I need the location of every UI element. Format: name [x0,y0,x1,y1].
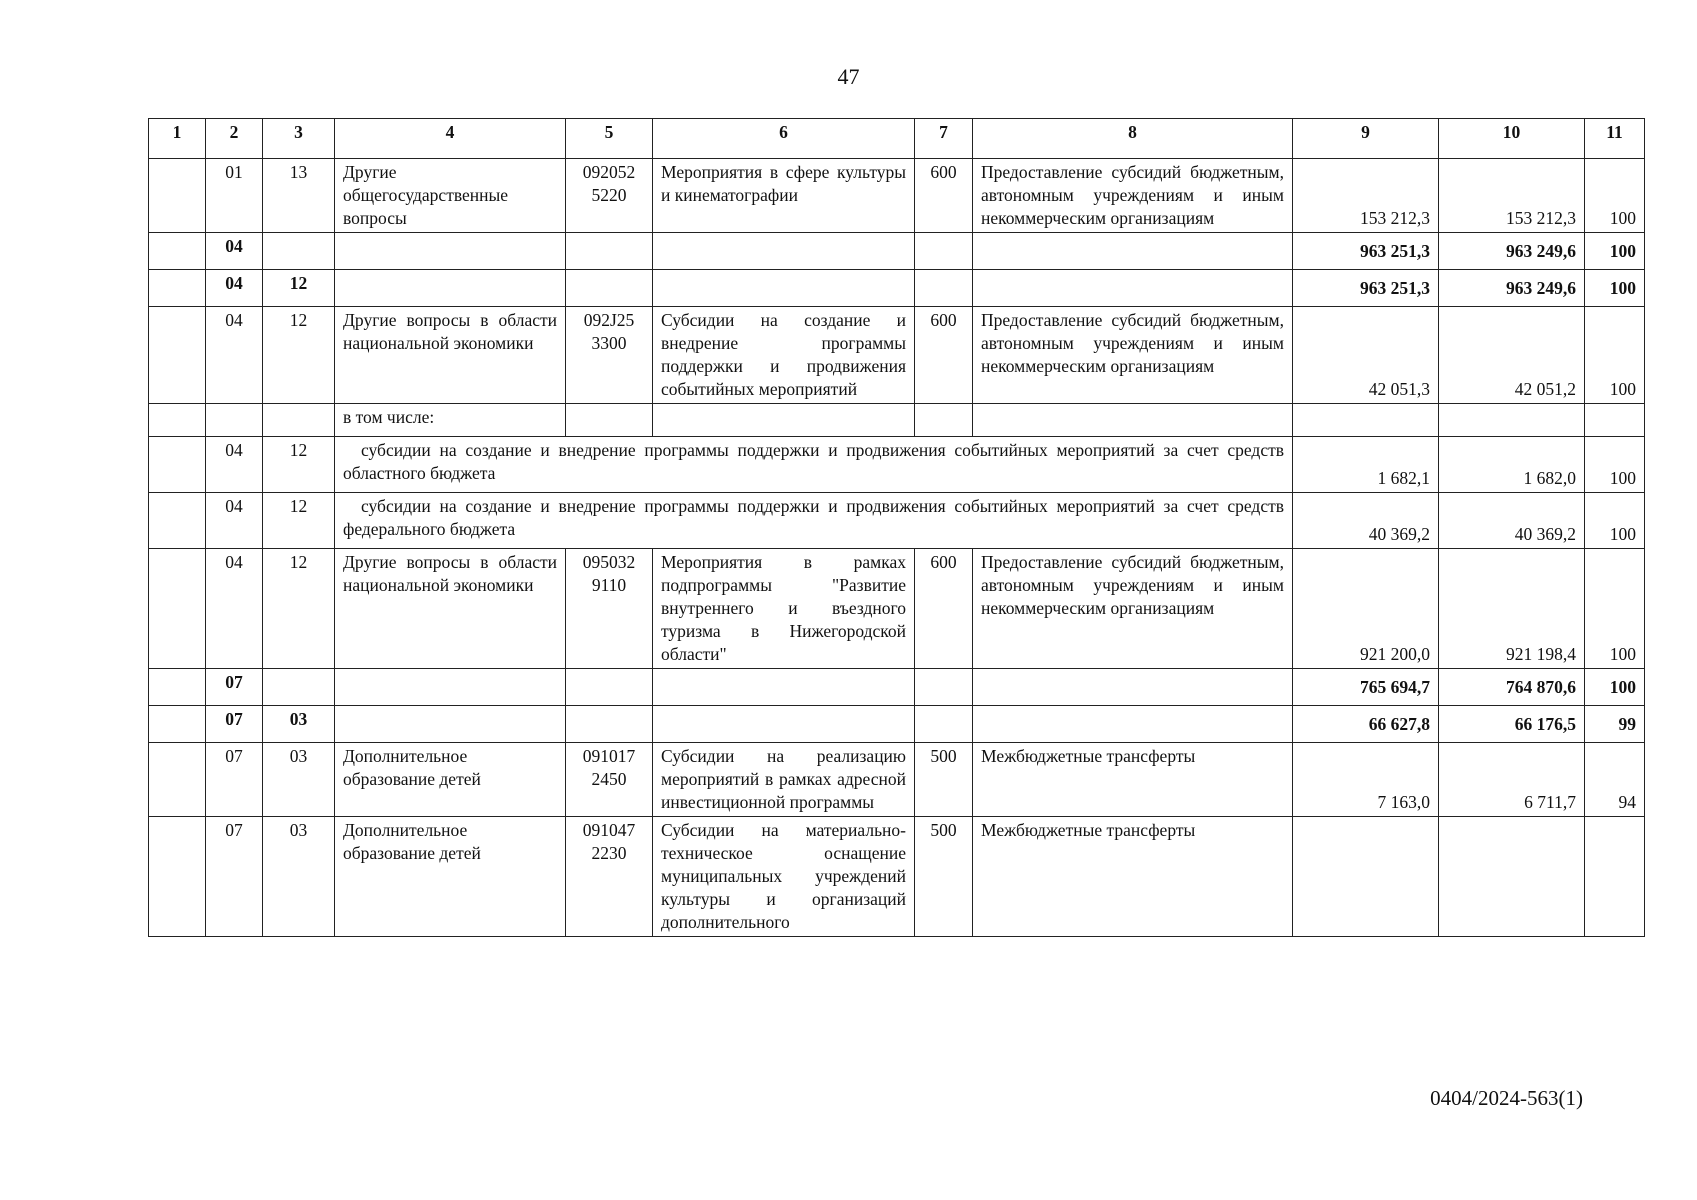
cell-section-name: Другие вопросы в области национальной экономики [335,307,566,404]
cell-percent: 100 [1585,437,1645,493]
cell-col5 [566,669,653,706]
cell-planned-amount: 66 627,8 [1293,706,1439,743]
cell-section-name: Другие общегосударственные вопросы [335,159,566,233]
cell-planned-amount: 153 212,3 [1293,159,1439,233]
cell-subsection-code: 13 [263,159,335,233]
table-row [149,437,1645,493]
cell-col6 [653,233,915,270]
cell-section-code: 01 [206,159,263,233]
table-row [149,817,1645,937]
cell-col1 [149,669,206,706]
cell-percent: 100 [1585,669,1645,706]
cell-col7 [915,233,973,270]
cell-expense-type: 500 [915,817,973,937]
cell-col1 [149,159,206,233]
cell-planned-amount: 963 251,3 [1293,233,1439,270]
cell-col5 [566,270,653,307]
cell-subsection-code: 12 [263,307,335,404]
cell-planned-amount: 1 682,1 [1293,437,1439,493]
cell-section-code: 04 [206,549,263,669]
cell-subsection-code [263,669,335,706]
cell-col5 [566,706,653,743]
cell-expense-description: Предоставление субсидий бюджетным, автономным учреждениям и иным некоммерческим организациям [973,159,1293,233]
cell-planned-amount: 7 163,0 [1293,743,1439,817]
cell-planned-amount: 921 200,0 [1293,549,1439,669]
cell-subsection-code: 03 [263,743,335,817]
cell-col1 [149,817,206,937]
cell-subsection-code: 12 [263,493,335,549]
table-row [149,233,1645,270]
cell-actual-amount: 963 249,6 [1439,270,1585,307]
cell-target-article: 092J25 3300 [566,307,653,404]
cell-section-code: 07 [206,817,263,937]
cell-actual-amount: 66 176,5 [1439,706,1585,743]
cell-note-including: в том числе: [335,404,566,437]
cell-col4 [335,706,566,743]
table-header-row [149,119,1645,159]
cell-percent: 100 [1585,549,1645,669]
cell-section-name: Дополнительное образование детей [335,817,566,937]
cell-program-description: Мероприятия в сфере культуры и кинематографии [653,159,915,233]
cell-actual-amount: 6 711,7 [1439,743,1585,817]
cell-planned-amount: 42 051,3 [1293,307,1439,404]
cell-expense-type: 600 [915,549,973,669]
budget-table [148,118,1645,937]
cell-target-article: 091017 2450 [566,743,653,817]
column-header-2: 2 [206,119,263,159]
column-header-6: 6 [653,119,915,159]
cell-col1 [149,549,206,669]
cell-subsection-code: 12 [263,437,335,493]
table-row [149,159,1645,233]
column-header-4: 4 [335,119,566,159]
cell-subsection-code: 12 [263,270,335,307]
cell-actual-amount [1439,817,1585,937]
cell-subsection-code: 12 [263,549,335,669]
table-row [149,307,1645,404]
column-header-10: 10 [1439,119,1585,159]
cell-program-description: Субсидии на материально-техническое оснащение муниципальных учреждений культуры и организаций дополнительного [653,817,915,937]
cell-planned-amount: 40 369,2 [1293,493,1439,549]
column-header-3: 3 [263,119,335,159]
cell-program-description: Мероприятия в рамках подпрограммы "Развитие внутреннего и въездного туризма в Нижегородской области" [653,549,915,669]
cell-col1 [149,706,206,743]
cell-percent [1585,817,1645,937]
column-header-8: 8 [973,119,1293,159]
cell-col6 [653,706,915,743]
cell-target-article: 092052 5220 [566,159,653,233]
cell-actual-amount: 921 198,4 [1439,549,1585,669]
cell-actual-amount: 40 369,2 [1439,493,1585,549]
column-header-5: 5 [566,119,653,159]
cell-percent: 100 [1585,233,1645,270]
cell-expense-description: Предоставление субсидий бюджетным, автономным учреждениям и иным некоммерческим организациям [973,307,1293,404]
cell-actual-amount: 963 249,6 [1439,233,1585,270]
table-row [149,669,1645,706]
cell-col1 [149,404,206,437]
cell-col6 [653,669,915,706]
cell-col4 [335,270,566,307]
cell-percent: 100 [1585,493,1645,549]
cell-actual-amount: 42 051,2 [1439,307,1585,404]
cell-expense-type: 600 [915,159,973,233]
cell-planned-amount [1293,817,1439,937]
cell-actual-amount: 764 870,6 [1439,669,1585,706]
cell-col3 [263,404,335,437]
table-row [149,404,1645,437]
cell-col7 [915,270,973,307]
cell-col6 [653,404,915,437]
cell-expense-type: 600 [915,307,973,404]
cell-percent: 99 [1585,706,1645,743]
cell-expense-description: Межбюджетные трансферты [973,743,1293,817]
cell-actual-amount: 1 682,0 [1439,437,1585,493]
cell-section-code: 04 [206,307,263,404]
table-row [149,493,1645,549]
cell-col11 [1585,404,1645,437]
page-number: 47 [837,64,860,89]
cell-section-code: 04 [206,233,263,270]
cell-planned-amount: 765 694,7 [1293,669,1439,706]
cell-col9 [1293,404,1439,437]
cell-expense-description: Межбюджетные трансферты [973,817,1293,937]
cell-col10 [1439,404,1585,437]
column-header-7: 7 [915,119,973,159]
cell-target-article: 095032 9110 [566,549,653,669]
cell-section-code: 04 [206,493,263,549]
cell-spanning-description: субсидии на создание и внедрение программы поддержки и продвижения событийных мероприятий за счет средств областного бюджета [335,437,1293,493]
cell-program-description: Субсидии на реализацию мероприятий в рамках адресной инвестиционной программы [653,743,915,817]
cell-target-article: 091047 2230 [566,817,653,937]
cell-col8 [973,404,1293,437]
cell-col8 [973,270,1293,307]
cell-section-name: Дополнительное образование детей [335,743,566,817]
cell-program-description: Субсидии на создание и внедрение программы поддержки и продвижения событийных мероприятий [653,307,915,404]
cell-percent: 100 [1585,270,1645,307]
cell-col1 [149,270,206,307]
table-row [149,706,1645,743]
cell-expense-description: Предоставление субсидий бюджетным, автономным учреждениям и иным некоммерческим организациям [973,549,1293,669]
cell-col1 [149,743,206,817]
cell-planned-amount: 963 251,3 [1293,270,1439,307]
cell-actual-amount: 153 212,3 [1439,159,1585,233]
cell-col4 [335,233,566,270]
cell-col1 [149,233,206,270]
cell-section-name: Другие вопросы в области национальной экономики [335,549,566,669]
cell-col6 [653,270,915,307]
cell-subsection-code: 03 [263,706,335,743]
column-header-11: 11 [1585,119,1645,159]
cell-spanning-description: субсидии на создание и внедрение программы поддержки и продвижения событийных мероприятий за счет средств федерального бюджета [335,493,1293,549]
cell-percent: 100 [1585,307,1645,404]
table-row [149,743,1645,817]
cell-percent: 100 [1585,159,1645,233]
cell-col2 [206,404,263,437]
cell-section-code: 07 [206,706,263,743]
cell-col5 [566,233,653,270]
cell-subsection-code [263,233,335,270]
cell-section-code: 07 [206,743,263,817]
cell-col8 [973,706,1293,743]
table-row [149,549,1645,669]
cell-col8 [973,669,1293,706]
cell-col7 [915,669,973,706]
column-header-1: 1 [149,119,206,159]
cell-section-code: 07 [206,669,263,706]
cell-col8 [973,233,1293,270]
cell-section-code: 04 [206,270,263,307]
cell-col1 [149,307,206,404]
cell-col4 [335,669,566,706]
cell-col1 [149,437,206,493]
cell-subsection-code: 03 [263,817,335,937]
document-id: 0404/2024-563(1) [1430,1086,1583,1110]
table-row [149,270,1645,307]
cell-col7 [915,706,973,743]
cell-percent: 94 [1585,743,1645,817]
cell-col5 [566,404,653,437]
cell-expense-type: 500 [915,743,973,817]
cell-col1 [149,493,206,549]
cell-col7 [915,404,973,437]
cell-section-code: 04 [206,437,263,493]
column-header-9: 9 [1293,119,1439,159]
